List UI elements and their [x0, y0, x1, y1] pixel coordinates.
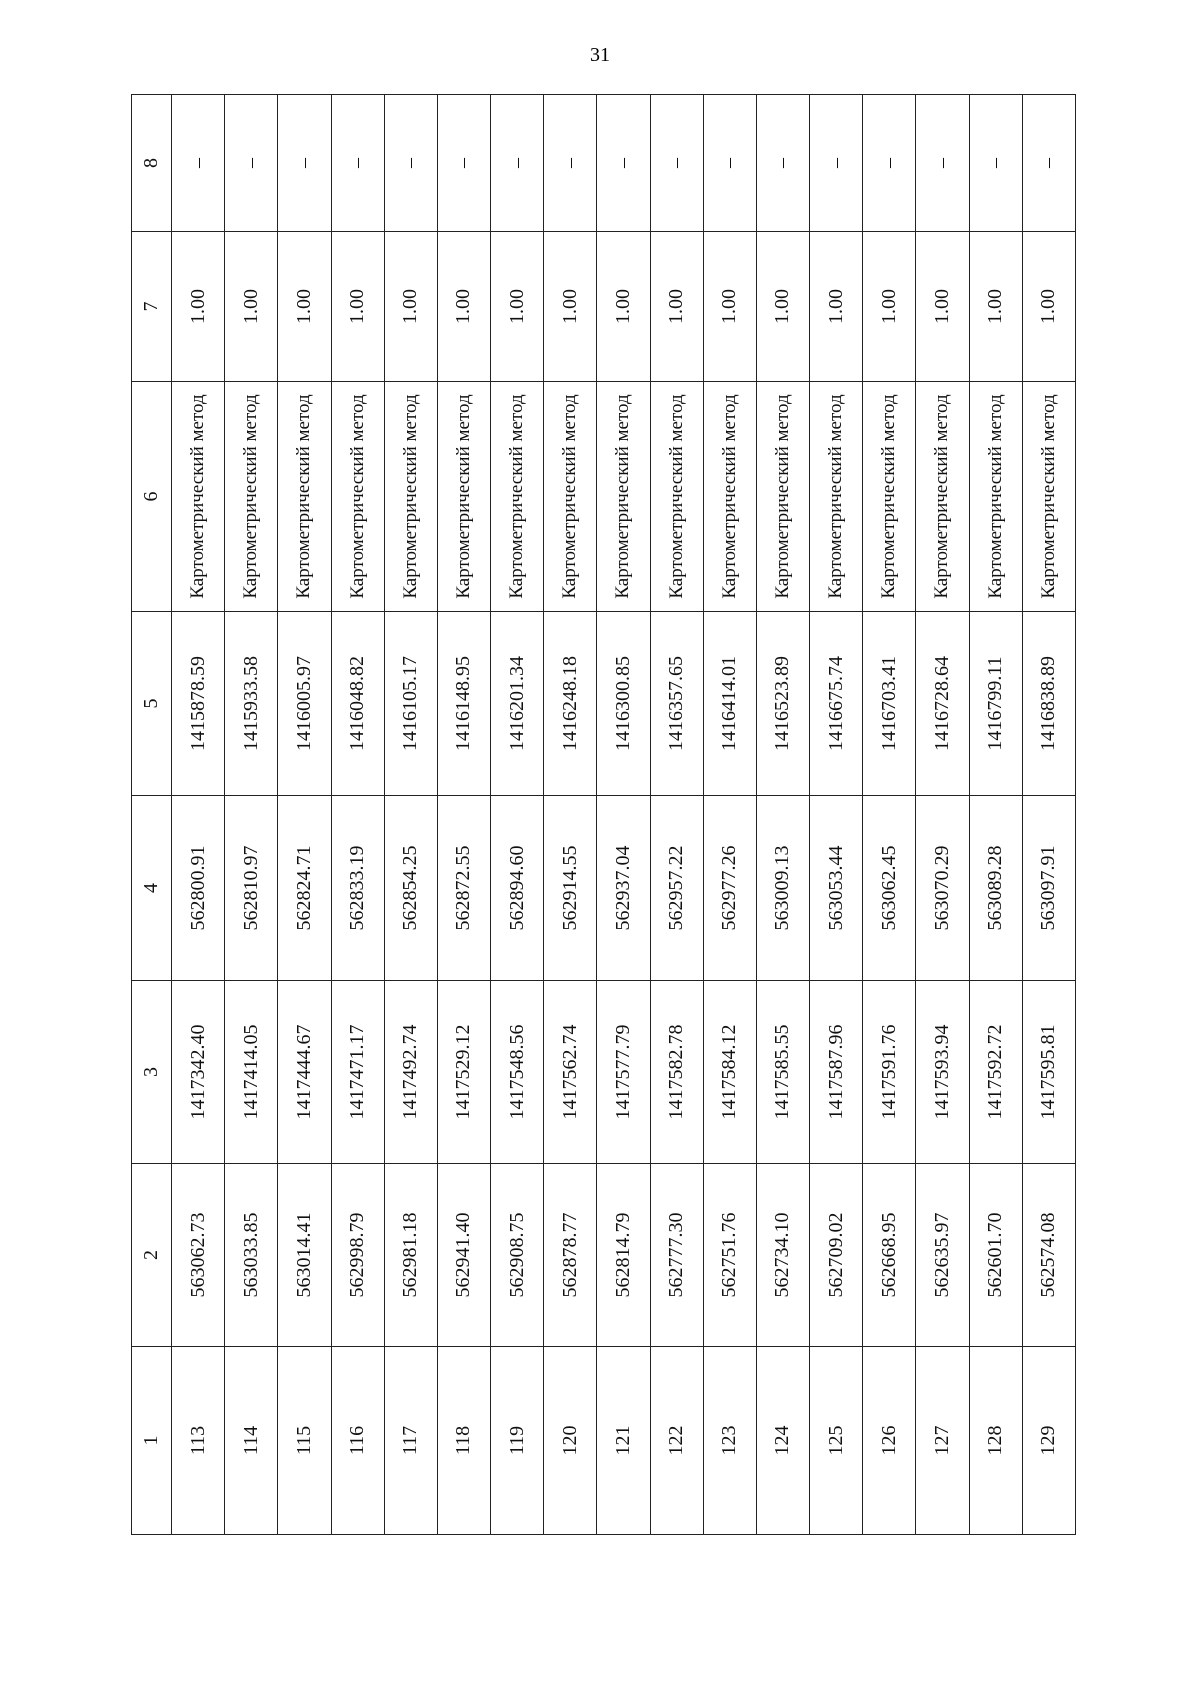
cell-point-number: 128 [969, 1347, 1022, 1535]
page-number: 31 [590, 44, 610, 66]
cell-y-coord-1: 1417529.12 [437, 981, 490, 1164]
table-row [597, 95, 650, 1535]
cell-y-coord-1: 1417585.55 [756, 981, 809, 1164]
cell-method: Картометрический метод [916, 382, 969, 612]
cell-accuracy: 1.00 [172, 232, 225, 382]
cell-x-coord-2: 562894.60 [491, 796, 544, 981]
cell-accuracy: 1.00 [225, 232, 278, 382]
cell-y-coord-2: 1416703.41 [863, 612, 916, 796]
cell-accuracy: 1.00 [863, 232, 916, 382]
header-cell: 1 [132, 1347, 172, 1535]
cell-accuracy: 1.00 [969, 232, 1022, 382]
cell-x-coord-1: 562668.95 [863, 1164, 916, 1347]
cell-x-coord-2: 563070.29 [916, 796, 969, 981]
cell-y-coord-1: 1417444.67 [278, 981, 331, 1164]
cell-x-coord-2: 562957.22 [650, 796, 703, 981]
table-row [172, 95, 225, 1535]
cell-note: – [863, 95, 916, 232]
cell-accuracy: 1.00 [1022, 232, 1075, 382]
cell-y-coord-1: 1417591.76 [863, 981, 916, 1164]
cell-y-coord-2: 1416048.82 [331, 612, 384, 796]
cell-point-number: 113 [172, 1347, 225, 1535]
cell-y-coord-1: 1417587.96 [810, 981, 863, 1164]
cell-x-coord-1: 562941.40 [437, 1164, 490, 1347]
cell-y-coord-2: 1416838.89 [1022, 612, 1075, 796]
cell-y-coord-1: 1417584.12 [703, 981, 756, 1164]
cell-method: Картометрический метод [597, 382, 650, 612]
cell-method: Картометрический метод [544, 382, 597, 612]
table-container [131, 95, 1076, 1535]
cell-point-number: 119 [491, 1347, 544, 1535]
cell-note: – [703, 95, 756, 232]
cell-point-number: 115 [278, 1347, 331, 1535]
cell-y-coord-1: 1417577.79 [597, 981, 650, 1164]
cell-point-number: 129 [1022, 1347, 1075, 1535]
table-row [650, 95, 703, 1535]
cell-y-coord-2: 1416300.85 [597, 612, 650, 796]
cell-accuracy: 1.00 [437, 232, 490, 382]
cell-method: Картометрический метод [969, 382, 1022, 612]
cell-method: Картометрический метод [756, 382, 809, 612]
cell-x-coord-1: 563014.41 [278, 1164, 331, 1347]
cell-method: Картометрический метод [278, 382, 331, 612]
table-row [225, 95, 278, 1535]
header-row [132, 95, 172, 1535]
cell-x-coord-2: 562872.55 [437, 796, 490, 981]
cell-x-coord-1: 562709.02 [810, 1164, 863, 1347]
cell-y-coord-1: 1417414.05 [225, 981, 278, 1164]
cell-method: Картометрический метод [491, 382, 544, 612]
cell-y-coord-1: 1417471.17 [331, 981, 384, 1164]
coordinates-table [131, 94, 1076, 1535]
cell-method: Картометрический метод [225, 382, 278, 612]
cell-x-coord-1: 562734.10 [756, 1164, 809, 1347]
cell-y-coord-1: 1417593.94 [916, 981, 969, 1164]
cell-note: – [437, 95, 490, 232]
cell-y-coord-2: 1416005.97 [278, 612, 331, 796]
header-cell: 5 [132, 612, 172, 796]
cell-x-coord-2: 562810.97 [225, 796, 278, 981]
cell-point-number: 124 [756, 1347, 809, 1535]
cell-x-coord-1: 562574.08 [1022, 1164, 1075, 1347]
cell-accuracy: 1.00 [544, 232, 597, 382]
cell-x-coord-2: 563009.13 [756, 796, 809, 981]
cell-x-coord-2: 562977.26 [703, 796, 756, 981]
cell-x-coord-1: 562814.79 [597, 1164, 650, 1347]
cell-note: – [597, 95, 650, 232]
cell-y-coord-2: 1415878.59 [172, 612, 225, 796]
cell-method: Картометрический метод [437, 382, 490, 612]
header-cell: 2 [132, 1164, 172, 1347]
cell-point-number: 118 [437, 1347, 490, 1535]
cell-accuracy: 1.00 [384, 232, 437, 382]
cell-x-coord-2: 562854.25 [384, 796, 437, 981]
cell-method: Картометрический метод [703, 382, 756, 612]
cell-point-number: 127 [916, 1347, 969, 1535]
cell-x-coord-1: 562878.77 [544, 1164, 597, 1347]
cell-point-number: 121 [597, 1347, 650, 1535]
table-row [863, 95, 916, 1535]
cell-x-coord-1: 562777.30 [650, 1164, 703, 1347]
cell-y-coord-2: 1416148.95 [437, 612, 490, 796]
cell-note: – [650, 95, 703, 232]
cell-accuracy: 1.00 [491, 232, 544, 382]
table-row [703, 95, 756, 1535]
cell-method: Картометрический метод [331, 382, 384, 612]
cell-method: Картометрический метод [810, 382, 863, 612]
cell-x-coord-2: 563053.44 [810, 796, 863, 981]
cell-point-number: 126 [863, 1347, 916, 1535]
table-row [969, 95, 1022, 1535]
cell-point-number: 116 [331, 1347, 384, 1535]
table-row [810, 95, 863, 1535]
cell-y-coord-1: 1417492.74 [384, 981, 437, 1164]
cell-y-coord-1: 1417592.72 [969, 981, 1022, 1164]
cell-y-coord-2: 1416248.18 [544, 612, 597, 796]
cell-note: – [384, 95, 437, 232]
cell-note: – [756, 95, 809, 232]
table-row [384, 95, 437, 1535]
cell-x-coord-1: 562635.97 [916, 1164, 969, 1347]
cell-accuracy: 1.00 [650, 232, 703, 382]
cell-x-coord-2: 563062.45 [863, 796, 916, 981]
table-row [1022, 95, 1075, 1535]
cell-x-coord-1: 562908.75 [491, 1164, 544, 1347]
cell-x-coord-2: 562800.91 [172, 796, 225, 981]
cell-y-coord-2: 1416523.89 [756, 612, 809, 796]
cell-x-coord-1: 562751.76 [703, 1164, 756, 1347]
table-row [544, 95, 597, 1535]
cell-x-coord-2: 562937.04 [597, 796, 650, 981]
cell-note: – [1022, 95, 1075, 232]
cell-accuracy: 1.00 [916, 232, 969, 382]
table-row [491, 95, 544, 1535]
cell-note: – [969, 95, 1022, 232]
table-row [916, 95, 969, 1535]
header-cell: 8 [132, 95, 172, 232]
cell-note: – [810, 95, 863, 232]
cell-note: – [916, 95, 969, 232]
cell-x-coord-2: 562914.55 [544, 796, 597, 981]
header-cell: 6 [132, 382, 172, 612]
cell-y-coord-2: 1416675.74 [810, 612, 863, 796]
table-body [172, 95, 1076, 1535]
cell-accuracy: 1.00 [756, 232, 809, 382]
header-cell: 4 [132, 796, 172, 981]
cell-note: – [331, 95, 384, 232]
table-row [331, 95, 384, 1535]
header-cell: 3 [132, 981, 172, 1164]
cell-method: Картометрический метод [172, 382, 225, 612]
cell-note: – [225, 95, 278, 232]
cell-point-number: 122 [650, 1347, 703, 1535]
cell-y-coord-2: 1416799.11 [969, 612, 1022, 796]
cell-x-coord-2: 563089.28 [969, 796, 1022, 981]
cell-x-coord-1: 562601.70 [969, 1164, 1022, 1347]
cell-y-coord-2: 1416414.01 [703, 612, 756, 796]
cell-y-coord-2: 1416357.65 [650, 612, 703, 796]
cell-y-coord-1: 1417582.78 [650, 981, 703, 1164]
cell-y-coord-1: 1417342.40 [172, 981, 225, 1164]
cell-x-coord-1: 563062.73 [172, 1164, 225, 1347]
cell-point-number: 114 [225, 1347, 278, 1535]
cell-point-number: 120 [544, 1347, 597, 1535]
cell-y-coord-1: 1417548.56 [491, 981, 544, 1164]
cell-note: – [172, 95, 225, 232]
table-row [437, 95, 490, 1535]
cell-y-coord-2: 1416105.17 [384, 612, 437, 796]
cell-y-coord-1: 1417562.74 [544, 981, 597, 1164]
cell-method: Картометрический метод [650, 382, 703, 612]
cell-note: – [278, 95, 331, 232]
cell-y-coord-1: 1417595.81 [1022, 981, 1075, 1164]
cell-accuracy: 1.00 [278, 232, 331, 382]
cell-accuracy: 1.00 [703, 232, 756, 382]
cell-method: Картометрический метод [1022, 382, 1075, 612]
cell-accuracy: 1.00 [331, 232, 384, 382]
cell-y-coord-2: 1416728.64 [916, 612, 969, 796]
cell-y-coord-2: 1415933.58 [225, 612, 278, 796]
cell-x-coord-1: 562998.79 [331, 1164, 384, 1347]
cell-x-coord-2: 563097.91 [1022, 796, 1075, 981]
table-row [278, 95, 331, 1535]
cell-point-number: 123 [703, 1347, 756, 1535]
cell-x-coord-2: 562824.71 [278, 796, 331, 981]
cell-accuracy: 1.00 [810, 232, 863, 382]
cell-note: – [491, 95, 544, 232]
cell-point-number: 117 [384, 1347, 437, 1535]
cell-accuracy: 1.00 [597, 232, 650, 382]
cell-x-coord-1: 562981.18 [384, 1164, 437, 1347]
cell-y-coord-2: 1416201.34 [491, 612, 544, 796]
cell-x-coord-2: 562833.19 [331, 796, 384, 981]
cell-x-coord-1: 563033.85 [225, 1164, 278, 1347]
cell-method: Картометрический метод [863, 382, 916, 612]
table-row [756, 95, 809, 1535]
cell-note: – [544, 95, 597, 232]
cell-point-number: 125 [810, 1347, 863, 1535]
header-cell: 7 [132, 232, 172, 382]
cell-method: Картометрический метод [384, 382, 437, 612]
rotated-table-frame [131, 95, 1076, 1535]
